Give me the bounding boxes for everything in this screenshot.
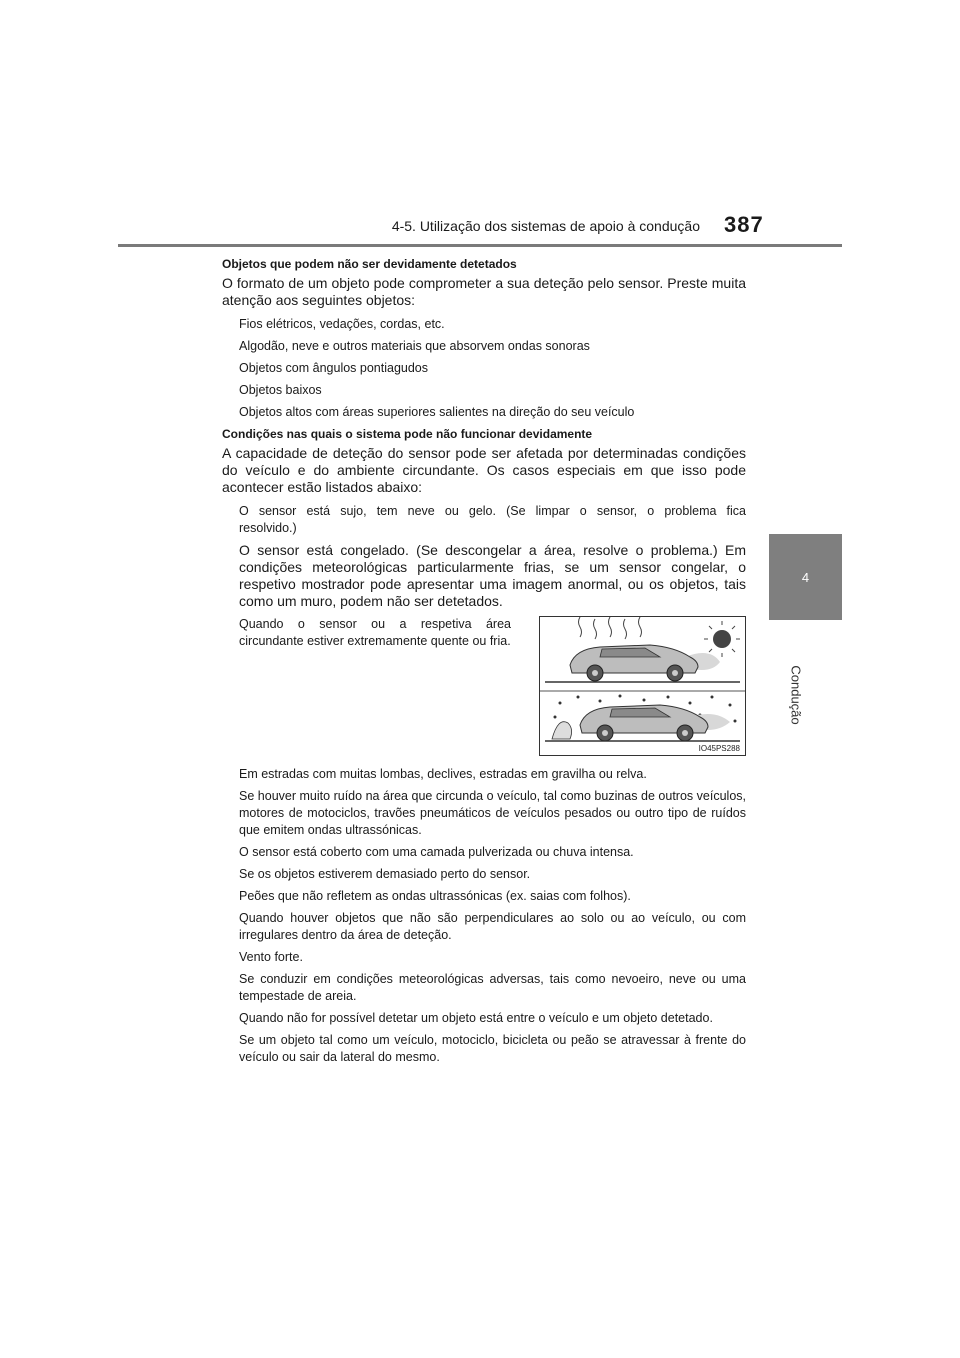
list-item: Vento forte. <box>239 950 303 964</box>
page-content <box>222 256 746 1071</box>
header-rule <box>118 244 842 247</box>
list-item: O sensor está coberto com uma camada pulverizada ou chuva intensa. <box>239 845 634 859</box>
temperature-item-row <box>239 616 746 756</box>
chapter-tab-number <box>769 534 842 620</box>
list-item: Quando não for possível detetar um objeto está entre o veículo e um objeto detetado. <box>239 1011 713 1025</box>
section1-list <box>222 316 746 421</box>
list-item: Em estradas com muitas lombas, declives, estradas em gravilha ou relva. <box>239 767 647 781</box>
running-header-section: 4-5. Utilização dos sistemas de apoio à condução <box>391 218 700 234</box>
chapter-tab-label-area <box>769 620 842 760</box>
section1-heading: Objetos que podem não ser devidamente detetados <box>222 257 517 271</box>
chapter-label: Condução <box>788 665 804 725</box>
list-item: Fios elétricos, vedações, cordas, etc. <box>239 317 445 331</box>
list-item: Peões que não refletem as ondas ultrassónicas (ex. saias com folhos). <box>239 889 631 903</box>
sensor-temperature-illustration <box>539 616 746 756</box>
section2-list <box>222 766 746 1066</box>
list-item: Objetos baixos <box>239 383 322 397</box>
section2-heading: Condições nas quais o sistema pode não funcionar devidamente <box>222 427 593 441</box>
chapter-number: 4 <box>801 569 810 585</box>
section1-intro: O formato de um objeto pode comprometer a sua deteção pelo sensor. Preste muita atenção aos seguintes objetos: <box>222 275 746 308</box>
list-item: Se conduzir em condições meteorológicas adversas, tais como nevoeiro, neve ou uma tempestade de areia. <box>239 972 746 1003</box>
section2-intro: A capacidade de deteção do sensor pode ser afetada por determinadas condições do veículo e do ambiente circundante. Os casos especiais em que isso pode acontecer estão listados abaixo: <box>222 445 746 495</box>
illustration-graphic <box>540 617 745 755</box>
list-item: Se os objetos estiverem demasiado perto do sensor. <box>239 867 531 881</box>
list-item: Se houver muito ruído na área que circunda o veículo, tal como buzinas de outros veículos, motores de motociclos, travões pneumáticos de veículos pesados ou outro tipo de ruídos que emitem ondas ultrassónicas. <box>239 789 746 837</box>
page-number: 387 <box>724 212 764 237</box>
list-item: Se um objeto tal como um veículo, motociclo, bicicleta ou peão se atravessar à frente do veículo ou sair da lateral do mesmo. <box>239 1033 746 1064</box>
list-item: Quando o sensor ou a respetiva área circundante estiver extremamente quente ou fria. <box>239 617 511 648</box>
list-item: Quando houver objetos que não são perpendiculares ao solo ou ao veículo, ou com irregulares dentro da área de deteção. <box>239 911 746 942</box>
list-item: Objetos altos com áreas superiores salientes na direção do seu veículo <box>239 405 635 419</box>
list-item: Algodão, neve e outros materiais que absorvem ondas sonoras <box>239 339 590 353</box>
list-item: O sensor está congelado. (Se descongelar a área, resolve o problema.) Em condições meteorológicas particularmente frias, se um sensor congelar, o respetivo mostrador pode apresentar uma imagem anormal, ou os objetos, tais como um muro, podem não ser detetados. <box>239 542 746 609</box>
figure-code: IO45PS288 <box>698 744 740 753</box>
list-item: O sensor está sujo, tem neve ou gelo. (Se limpar o sensor, o problema fica resolvido.) <box>239 504 746 535</box>
list-item: Objetos com ângulos pontiagudos <box>239 361 429 375</box>
